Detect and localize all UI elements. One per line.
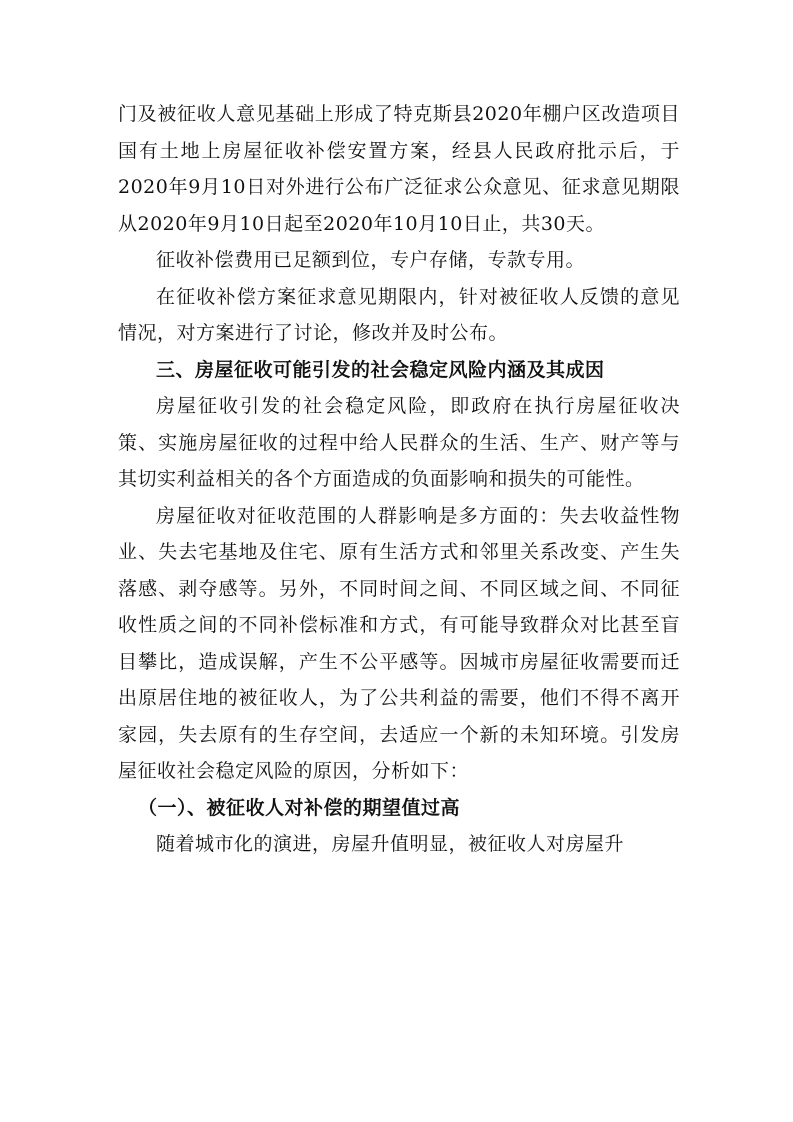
- paragraph-risk-definition: 房屋征收引发的社会稳定风险，即政府在执行房屋征收决策、实施房屋征收的过程中给人民群众的生活、生产、财产等与其切实利益相关的各个方面造成的负面影响和损失的可能性。: [118, 395, 680, 490]
- document-body: [118, 96, 680, 863]
- paragraph-plan-announcement: 门及被征收人意见基础上形成了特克斯县2020年棚户区改造项目国有土地上房屋征收补偿安置方案，经县人民政府批示后，于2020年9月10日对外进行公布广泛征求公众意见、征求意见期限从2020年9月10日起至2020年10月10日止，共30天。: [118, 103, 680, 235]
- paragraph-impact-analysis: 房屋征收对征收范围的人群影响是多方面的：失去收益性物业、失去宅基地及住宅、原有生活方式和邻里关系改变、产生失落感、剥夺感等。另外，不同时间之间、不同区域之间、不同征收性质之间的不同补偿标准和方式，有可能导致群众对比甚至盲目攀比，造成误解，产生不公平感等。因城市房屋征收需要而迁出原居住地的被征收人，为了公共利益的需要，他们不得不离开家园，失去原有的生存空间，去适应一个新的未知环境。引发房屋征收社会稳定风险的原因，分析如下：: [118, 504, 680, 782]
- subsection-heading-expectations: （一）、被征收人对补偿的期望值过高: [138, 796, 461, 819]
- paragraph-feedback-discussion: 在征收补偿方案征求意见期限内，针对被征收人反馈的意见情况，对方案进行了讨论，修改并及时公布。: [118, 285, 680, 344]
- section-heading-risk-causes: 三、房屋征收可能引发的社会稳定风险内涵及其成因: [156, 358, 605, 381]
- paragraph-compensation-funds: 征收补偿费用已足额到位，专户存储，专款专用。: [156, 249, 586, 271]
- paragraph-urbanization: 随着城市化的演进，房屋升值明显，被征收人对房屋升: [156, 833, 625, 855]
